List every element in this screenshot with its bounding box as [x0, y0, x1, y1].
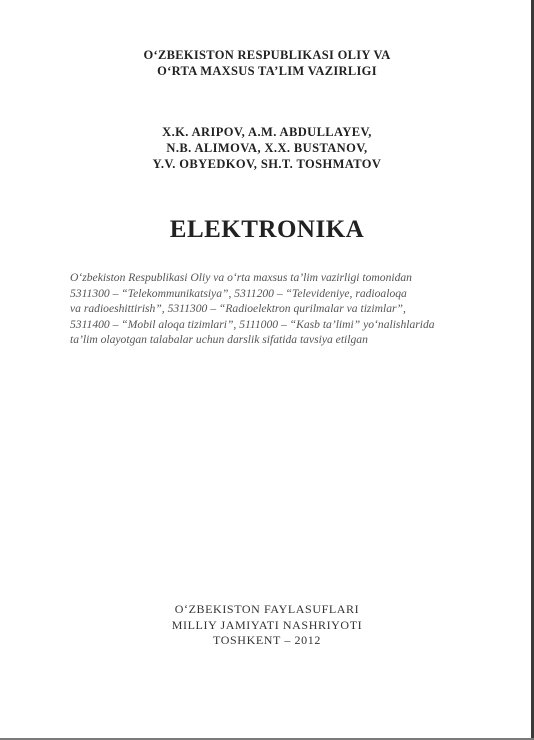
ministry-header: [0, 47, 534, 79]
publisher-block: [0, 602, 534, 649]
ministry-line-1: O‘ZBEKISTON RESPUBLIKASI OLIY VA: [143, 48, 391, 62]
approval-line-5: ta’lim olayotgan talabalar uchun darslik sifatida tavsiya etilgan: [70, 333, 368, 347]
approval-line-1: O‘zbekiston Respublikasi Oliy va o‘rta maxsus ta’lim vazirligi tomonidan: [70, 271, 412, 284]
approval-line-4: 5311400 – “Mobil aloqa tizimlari”, 5111000 – “Kasb ta’limi” yo‘nalishlarida: [70, 317, 435, 331]
approval-line-3: va radioeshittirish”, 5311300 – “Radioelektron qurilmalar va tizimlar”,: [70, 302, 406, 316]
authors-line-1: X.K. ARIPOV, A.M. ABDULLAYEV,: [162, 125, 372, 139]
approval-statement: [70, 270, 480, 348]
publisher-line-2: MILLIY JAMIYATI NASHRIYOTI: [171, 617, 363, 632]
authors-line-3: Y.V. OBYEDKOV, SH.T. TOSHMATOV: [152, 157, 382, 171]
authors-block: [0, 124, 534, 172]
approval-line-2: 5311300 – “Telekommunikatsiya”, 5311200 – “Televideniye, radioaloqa: [70, 286, 407, 300]
publisher-city-year: TOSHKENT – 2012: [213, 633, 321, 647]
publisher-line-1: O‘ZBEKISTON FAYLASUFLARI: [174, 602, 360, 616]
ministry-line-2: O‘RTA MAXSUS TA’LIM VAZIRLIGI: [157, 64, 377, 78]
authors-line-2: N.B. ALIMOVA, X.X. BUSTANOV,: [166, 141, 368, 155]
book-title: ELEKTRONIKA: [169, 216, 365, 243]
